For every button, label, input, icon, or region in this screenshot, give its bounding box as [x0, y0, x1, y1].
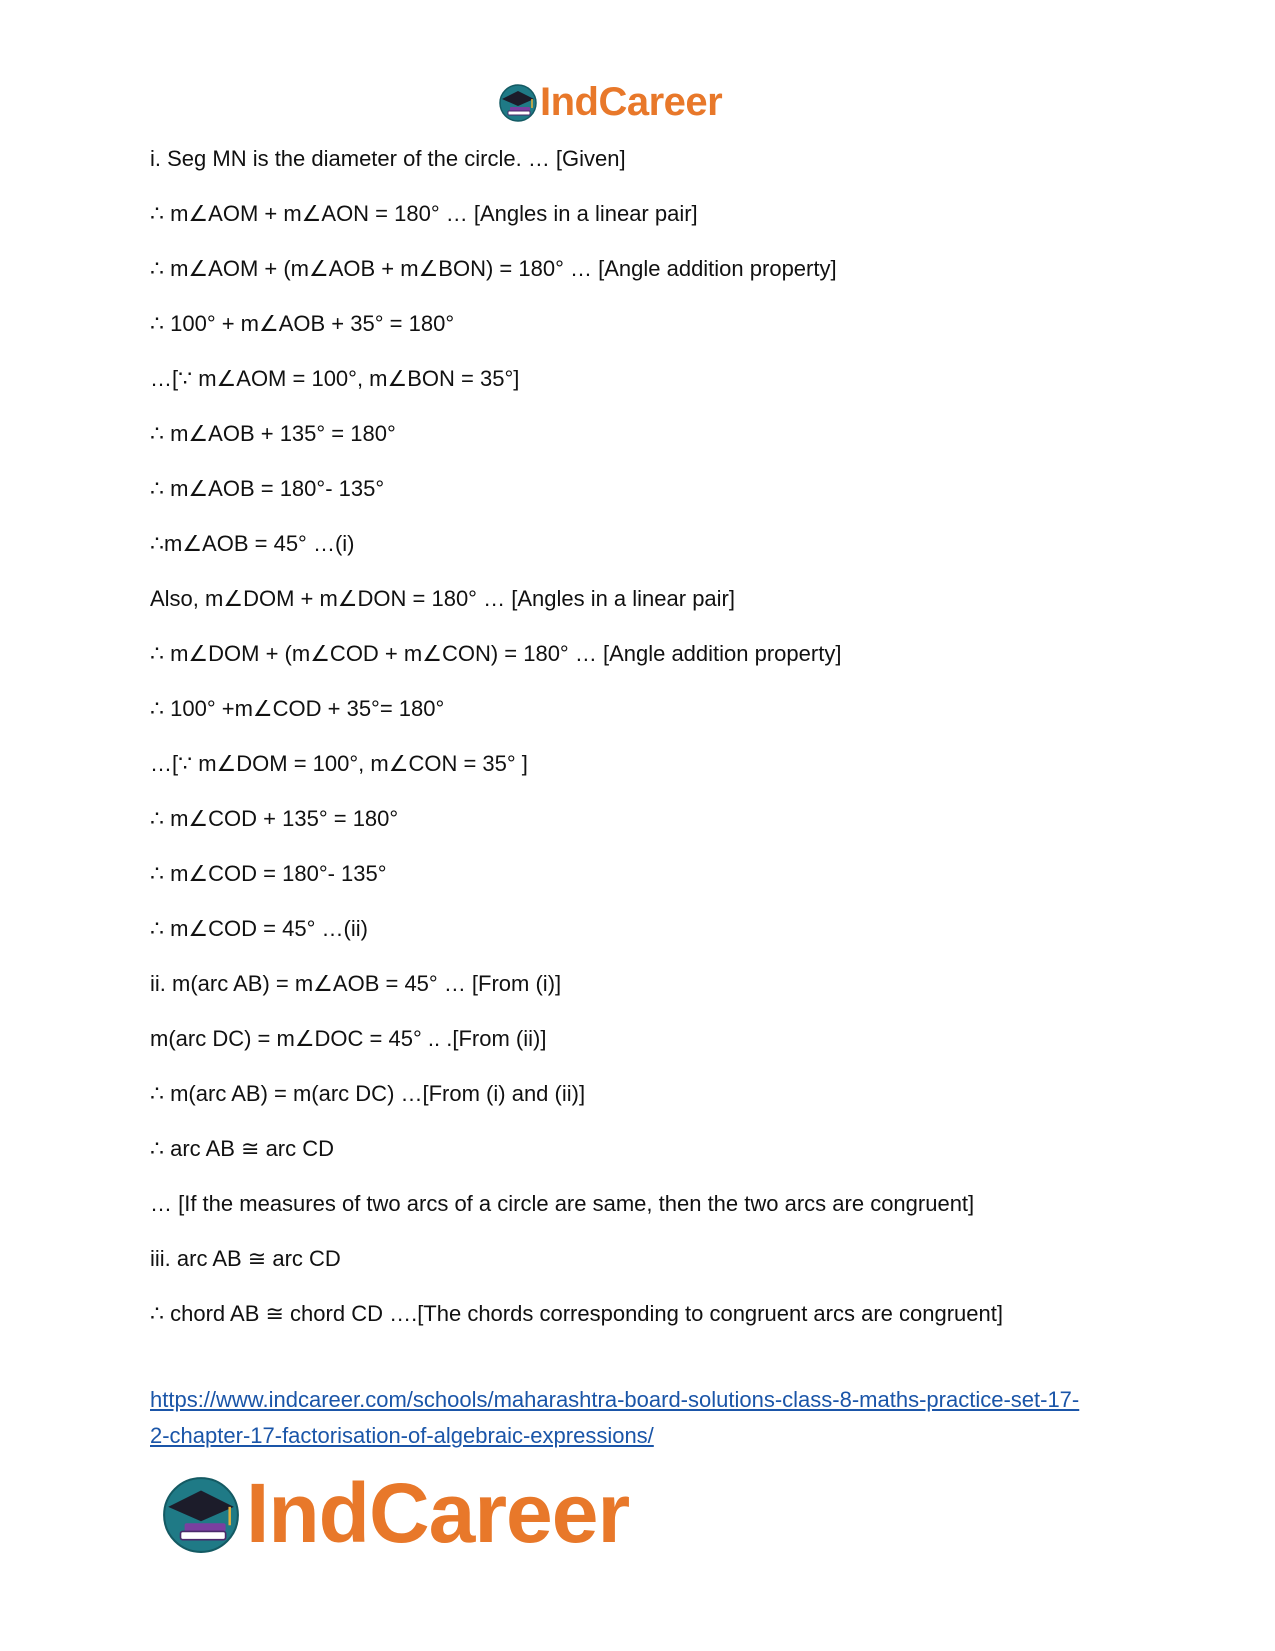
text-line: m(arc DC) = m∠DOC = 45° .. .[From (ii)] [150, 1026, 547, 1051]
text-line: i. Seg MN is the diameter of the circle. … [Given] [150, 146, 626, 171]
text-line: ∴ m∠AOM + (m∠AOB + m∠BON) = 180° … [Angle addition property] [150, 256, 837, 281]
text-line: ∴ m∠COD + 135° = 180° [150, 806, 399, 831]
logo-wordmark: IndCareer [246, 1465, 630, 1560]
text-line: ∴ 100° + m∠AOB + 35° = 180° [150, 311, 455, 336]
header-logo [498, 80, 722, 124]
logo-wordmark: IndCareer [540, 79, 723, 124]
text-line: Also, m∠DOM + m∠DON = 180° … [Angles in a linear pair] [150, 586, 735, 611]
text-line: ∴ chord AB ≅ chord CD ….[The chords corresponding to congruent arcs are congruent] [150, 1301, 1003, 1326]
text-line: ∴ m∠AOB = 180°- 135° [150, 476, 385, 501]
text-line: ∴ arc AB ≅ arc CD [150, 1136, 335, 1161]
source-link-line-1[interactable]: https://www.indcareer.com/schools/maharashtra-board-solutions-class-8-maths-practice-set-17- [150, 1387, 1080, 1412]
source-link[interactable] [150, 1387, 1079, 1448]
text-line: … [If the measures of two arcs of a circle are same, then the two arcs are congruent] [150, 1191, 975, 1216]
text-line: ∴ m∠AOM + m∠AON = 180° … [Angles in a linear pair] [150, 201, 698, 226]
text-line: ∴m∠AOB = 45° …(i) [150, 531, 355, 556]
text-line: ii. m(arc AB) = m∠AOB = 45° … [From (i)] [150, 971, 562, 996]
text-line: ∴ m∠DOM + (m∠COD + m∠CON) = 180° … [Angle addition property] [150, 641, 842, 666]
text-line: ∴ 100° +m∠COD + 35°= 180° [150, 696, 445, 721]
source-link-block [150, 1382, 1150, 1454]
text-line: ∴ m∠AOB + 135° = 180° [150, 421, 396, 446]
graduation-cap-book-globe-icon [160, 1472, 242, 1554]
text-line: …[∵ m∠AOM = 100°, m∠BON = 35°] [150, 366, 520, 391]
footer-logo [160, 1465, 630, 1560]
source-link-line-2[interactable]: 2-chapter-17-factorisation-of-algebraic-expressions/ [150, 1423, 654, 1448]
text-line: ∴ m∠COD = 180°- 135° [150, 861, 387, 886]
graduation-cap-book-globe-icon [498, 82, 538, 122]
text-line: ∴ m∠COD = 45° …(ii) [150, 916, 368, 941]
text-line: …[∵ m∠DOM = 100°, m∠CON = 35° ] [150, 751, 528, 776]
text-line: iii. arc AB ≅ arc CD [150, 1246, 341, 1271]
text-line: ∴ m(arc AB) = m(arc DC) …[From (i) and (ii)] [150, 1081, 586, 1106]
solution-text [150, 146, 1150, 1356]
